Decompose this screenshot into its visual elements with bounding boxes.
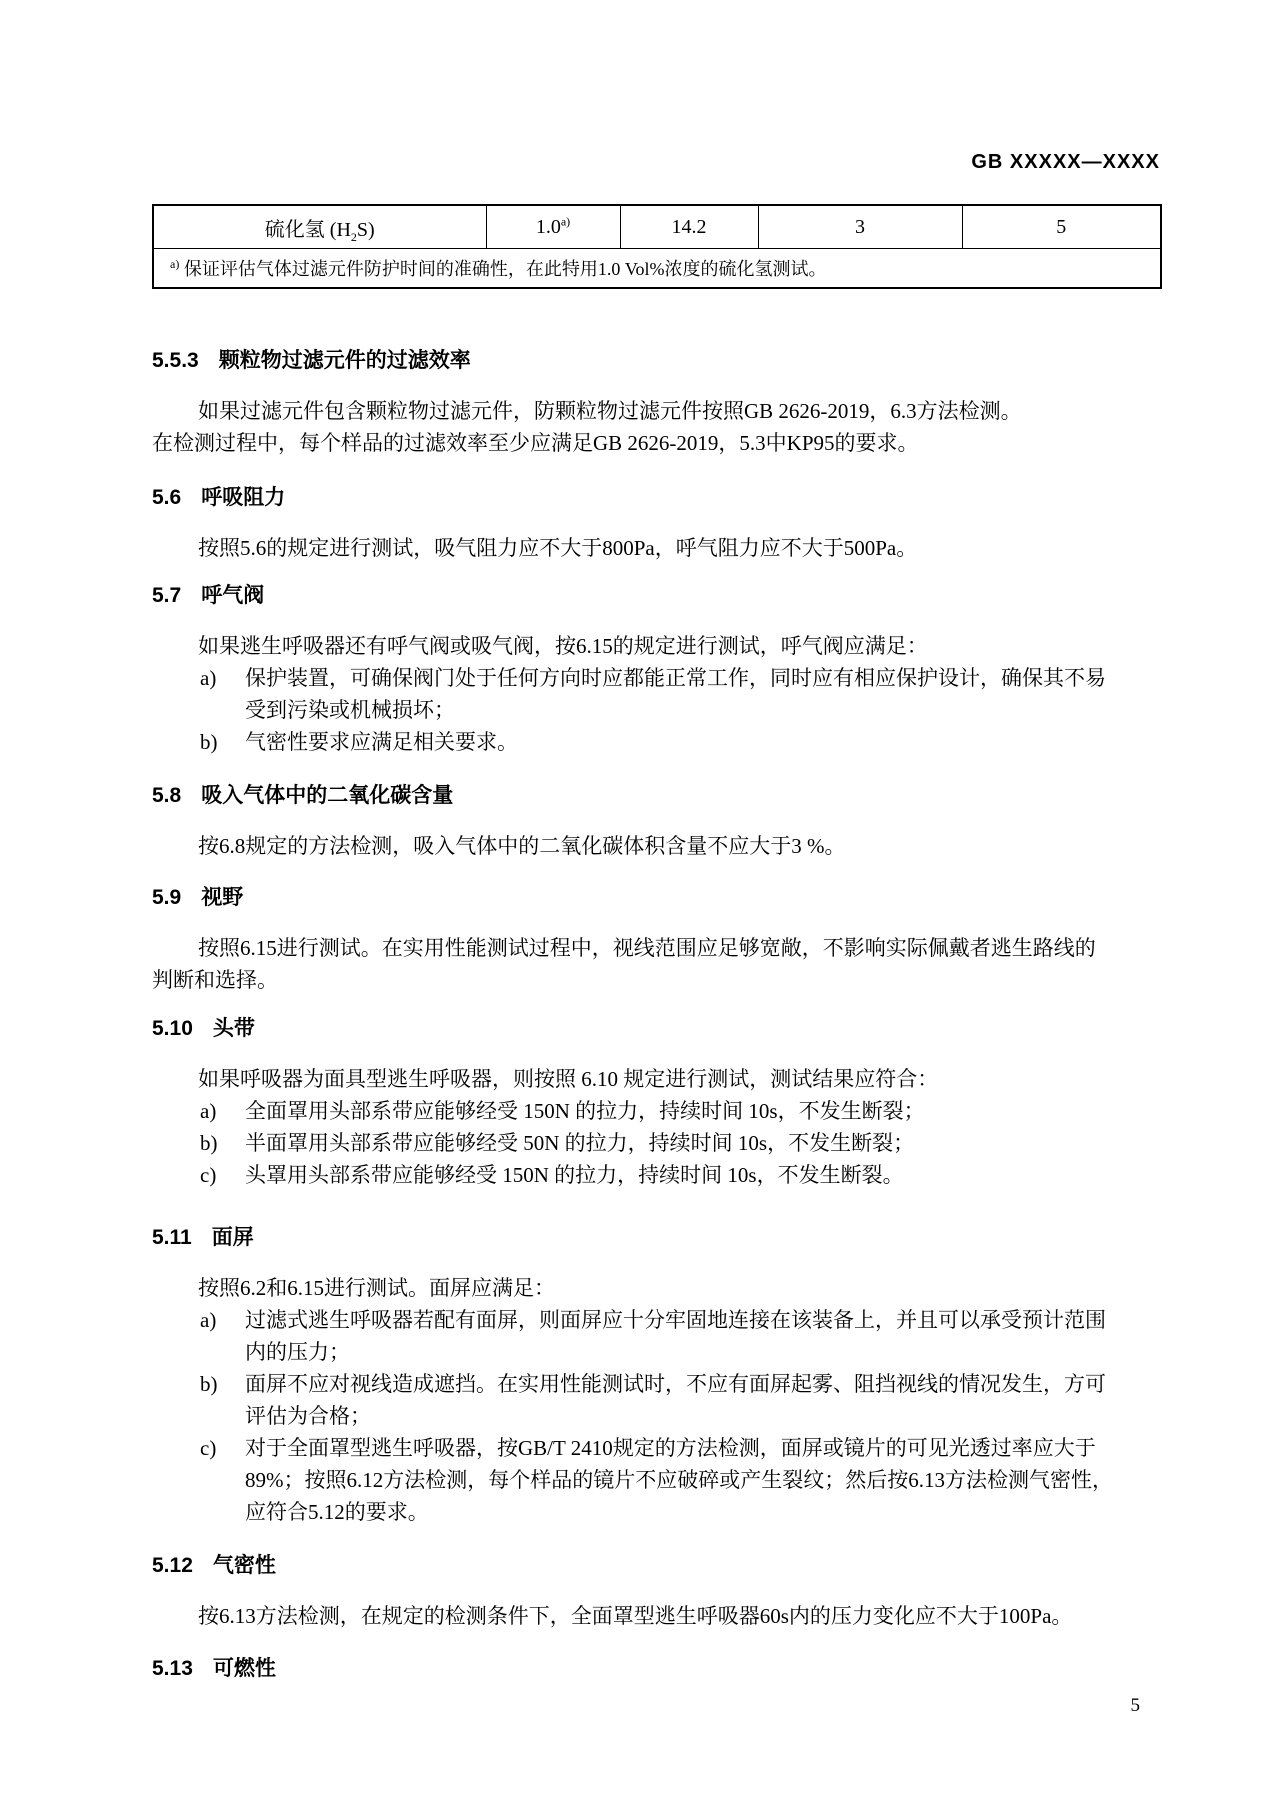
cell-concentration (486, 205, 620, 249)
section-title: 可燃性 (212, 1657, 276, 1680)
body-line: 受到污染或机械损坏； (245, 698, 455, 722)
list-item-c (152, 1159, 1160, 1191)
list-item-text: 头罩用头部系带应能够经受 150N 的拉力，持续时间 10s，不发生断裂。 (245, 1163, 904, 1187)
list-item-text: 气密性要求应满足相关要求。 (245, 730, 518, 754)
section-heading (152, 882, 1160, 914)
list-item-label: c) (200, 1436, 217, 1460)
section-number: 5.10 (152, 1017, 193, 1040)
substance-suffix: S) (356, 218, 375, 241)
list-item-b (152, 1368, 1160, 1400)
section-number: 5.6 (152, 486, 182, 509)
footnote-marker: a) (560, 213, 571, 228)
list-item-text: 保护装置，可确保阀门处于任何方向时应都能正常工作，同时应有相应保护设计，确保其不易 (245, 666, 1106, 690)
section-heading (152, 1550, 1160, 1582)
list-item-label: a) (200, 666, 217, 690)
body-line: 应符合5.12的要求。 (245, 1500, 429, 1524)
standard-number-header: GB XXXXX—XXXX (971, 151, 1160, 173)
section-title: 呼气阀 (201, 584, 265, 607)
body-line: 按6.13方法检测，在规定的检测条件下，全面罩型逃生呼吸器60s内的压力变化应不大于100Pa。 (198, 1604, 1073, 1628)
list-item-b (152, 726, 1160, 758)
section-title: 吸入气体中的二氧化碳含量 (201, 784, 454, 807)
body-line: 如果过滤元件包含颗粒物过滤元件，防颗粒物过滤元件按照GB 2626-2019，6.3方法检测。 (198, 399, 1022, 423)
list-item-a (152, 1304, 1160, 1336)
section-heading (152, 780, 1160, 812)
substance-subscript: 2 (350, 229, 357, 244)
cell-value-2: 14.2 (620, 205, 758, 249)
section-title: 视野 (201, 886, 244, 909)
section-5-5-3 (152, 345, 1160, 459)
list-item-text: 过滤式逃生呼吸器若配有面屏，则面屏应十分牢固地连接在该装备上，并且可以承受预计范围 (245, 1308, 1106, 1332)
list-item-label: b) (200, 730, 218, 754)
list-item-text: 全面罩用头部系带应能够经受 150N 的拉力，持续时间 10s，不发生断裂； (245, 1099, 925, 1123)
section-number: 5.12 (152, 1554, 193, 1577)
body-line: 按6.8规定的方法检测，吸入气体中的二氧化碳体积含量不应大于3 %。 (198, 834, 846, 858)
section-number: 5.7 (152, 584, 182, 607)
body-line: 内的压力； (245, 1340, 350, 1364)
section-heading (152, 345, 1160, 377)
list-item-a (152, 1095, 1160, 1127)
list-item-text: 半面罩用头部系带应能够经受 50N 的拉力，持续时间 10s，不发生断裂； (245, 1131, 915, 1155)
section-title: 颗粒物过滤元件的过滤效率 (218, 349, 471, 372)
gas-test-table-wrap (152, 204, 1160, 289)
list-item-b (152, 1127, 1160, 1159)
list-item-label: c) (200, 1163, 217, 1187)
section-5-7 (152, 580, 1160, 758)
section-title: 呼吸阻力 (201, 486, 286, 509)
page-number: 5 (1130, 1695, 1140, 1716)
list-item-text: 面屏不应对视线造成遮挡。在实用性能测试时，不应有面屏起雾、阻挡视线的情况发生，方可 (245, 1372, 1106, 1396)
footnote-text: 保证评估气体过滤元件防护时间的准确性，在此特用1.0 Vol%浓度的硫化氢测试。 (183, 259, 827, 279)
list-item-a (152, 662, 1160, 694)
body-line: 按照6.2和6.15进行测试。面屏应满足： (198, 1276, 555, 1300)
footnote-marker: a) (170, 257, 180, 271)
list-item-text: 对于全面罩型逃生呼吸器，按GB/T 2410规定的方法检测，面屏或镜片的可见光透过率应大于 (245, 1436, 1096, 1460)
section-number: 5.11 (152, 1226, 192, 1249)
body-line: 在检测过程中，每个样品的过滤效率至少应满足GB 2626-2019，5.3中KP95的要求。 (152, 431, 919, 455)
section-5-12 (152, 1550, 1160, 1632)
body-line: 按照6.15进行测试。在实用性能测试过程中，视线范围应足够宽敞，不影响实际佩戴者逃生路线的 (198, 936, 1096, 960)
body-line: 评估为合格； (245, 1404, 371, 1428)
substance-name: 硫化氢 (H (264, 218, 351, 241)
body-line: 判断和选择。 (152, 968, 278, 992)
section-title: 气密性 (212, 1554, 276, 1577)
section-title: 面屏 (211, 1226, 254, 1249)
section-heading (152, 580, 1160, 612)
section-number: 5.5.3 (152, 349, 199, 372)
section-5-10 (152, 1013, 1160, 1191)
section-5-11 (152, 1222, 1160, 1528)
section-number: 5.9 (152, 886, 182, 909)
list-item-c (152, 1432, 1160, 1464)
concentration-value: 1.0 (535, 215, 561, 238)
section-5-8 (152, 780, 1160, 862)
section-heading (152, 482, 1160, 514)
section-heading (152, 1013, 1160, 1045)
list-item-label: b) (200, 1372, 218, 1396)
section-heading (152, 1222, 1160, 1254)
cell-value-3: 3 (758, 205, 962, 249)
section-number: 5.8 (152, 784, 182, 807)
section-5-6 (152, 482, 1160, 564)
body-line: 按照5.6的规定进行测试，吸气阻力应不大于800Pa，呼气阻力应不大于500Pa。 (198, 536, 918, 560)
section-5-9 (152, 882, 1160, 996)
list-item-label: a) (200, 1308, 217, 1332)
cell-substance (153, 205, 486, 249)
body-line: 如果呼吸器为面具型逃生呼吸器，则按照 6.10 规定进行测试，测试结果应符合： (198, 1067, 939, 1091)
table-footnote-row (153, 249, 1161, 289)
table-footnote-cell (153, 249, 1161, 289)
section-heading (152, 1653, 1160, 1685)
gas-test-table (152, 204, 1162, 289)
section-title: 头带 (212, 1017, 255, 1040)
list-item-label: a) (200, 1099, 217, 1123)
body-line: 89%；按照6.12方法检测，每个样品的镜片不应破碎或产生裂纹；然后按6.13方法检测气密性， (245, 1468, 1113, 1492)
cell-value-4: 5 (962, 205, 1161, 249)
table-row (153, 205, 1161, 249)
list-item-label: b) (200, 1131, 218, 1155)
body-line: 如果逃生呼吸器还有呼气阀或吸气阀，按6.15的规定进行测试，呼气阀应满足： (198, 634, 928, 658)
section-number: 5.13 (152, 1657, 193, 1680)
